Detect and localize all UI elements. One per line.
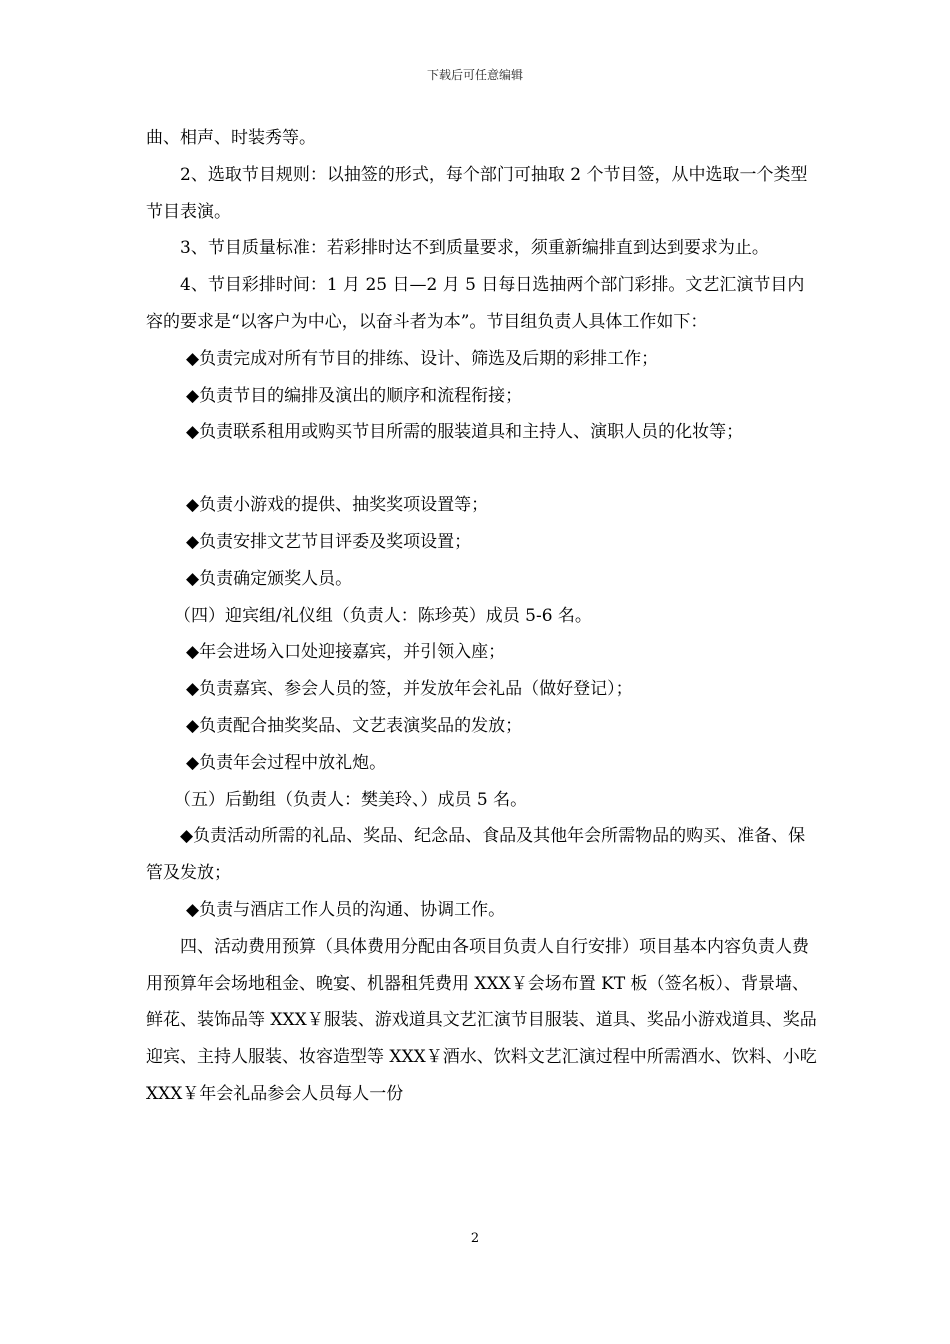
section-heading-logistics: （五）后勤组（负责人：樊美玲、）成员 5 名。 [174, 789, 528, 810]
bullet-item: ◆负责年会过程中放礼炮。 [186, 752, 387, 773]
bullet-item: ◆负责联系租用或购买节目所需的服装道具和主持人、演职人员的化妆等； [186, 422, 744, 443]
bullet-item: ◆负责与酒店工作人员的沟通、协调工作。 [186, 899, 506, 920]
bullet-item: ◆年会进场入口处迎接嘉宾，并引领入座； [186, 642, 506, 663]
bullet-item: ◆负责节目的编排及演出的顺序和流程衔接； [186, 385, 523, 406]
section-heading-reception: （四）迎宾组/礼仪组（负责人：陈珍英）成员 5-6 名。 [174, 605, 592, 626]
paragraph-budget: 四、活动费用预算（具体费用分配由各项目负责人自行安排）项目基本内容负责人费用预算年会场地租金、晚宴、机器租凭费用 XXX￥会场布置 KT 板（签名板）、背景墙、鲜花、装饰品等 XXX￥服装、游戏道具文艺汇演节目服装、道具、奖品小游戏道具、奖品迎宾、主持人服装、妆容造型等 XXX￥酒水、饮料文艺汇演过程中所需酒水、饮料、小吃 XXX￥年会礼品参会人员每人一份 [146, 936, 817, 1104]
page-number: 2 [470, 1231, 480, 1246]
paragraph-rule-selection: 2、选取节目规则：以抽签的形式，每个部门可抽取 2 个节目签，从中选取一个类型节目表演。 [146, 164, 808, 222]
paragraph-rehearsal-time: 4、节目彩排时间：1 月 25 日—2 月 5 日每日选抽两个部门彩排。文艺汇演节目内容的要求是“以客户为中心，以奋斗者为本”。节目组负责人具体工作如下： [146, 275, 805, 332]
document-body [146, 120, 818, 1113]
bullet-item: ◆负责完成对所有节目的排练、设计、筛选及后期的彩排工作； [186, 348, 659, 369]
paragraph-continuation: 曲、相声、时装秀等。 [146, 128, 316, 148]
bullet-item: ◆负责确定颁奖人员。 [186, 568, 353, 589]
bullet-item: ◆负责小游戏的提供、抽奖奖项设置等； [186, 495, 489, 516]
bullet-item: ◆负责安排文艺节目评委及奖项设置； [186, 531, 472, 552]
bullet-item: ◆负责配合抽奖奖品、文艺表演奖品的发放； [186, 715, 523, 736]
bullet-item: ◆负责嘉宾、参会人员的签，并发放年会礼品（做好登记）； [186, 679, 633, 700]
bullet-item: ◆负责活动所需的礼品、奖品、纪念品、食品及其他年会所需物品的购买、准备、保管及发放； [146, 826, 806, 884]
page-header: 下载后可任意编辑 [426, 68, 523, 82]
paragraph-quality-standard: 3、节目质量标准：若彩排时达不到质量要求，须重新编排直到达到要求为止。 [180, 238, 769, 259]
